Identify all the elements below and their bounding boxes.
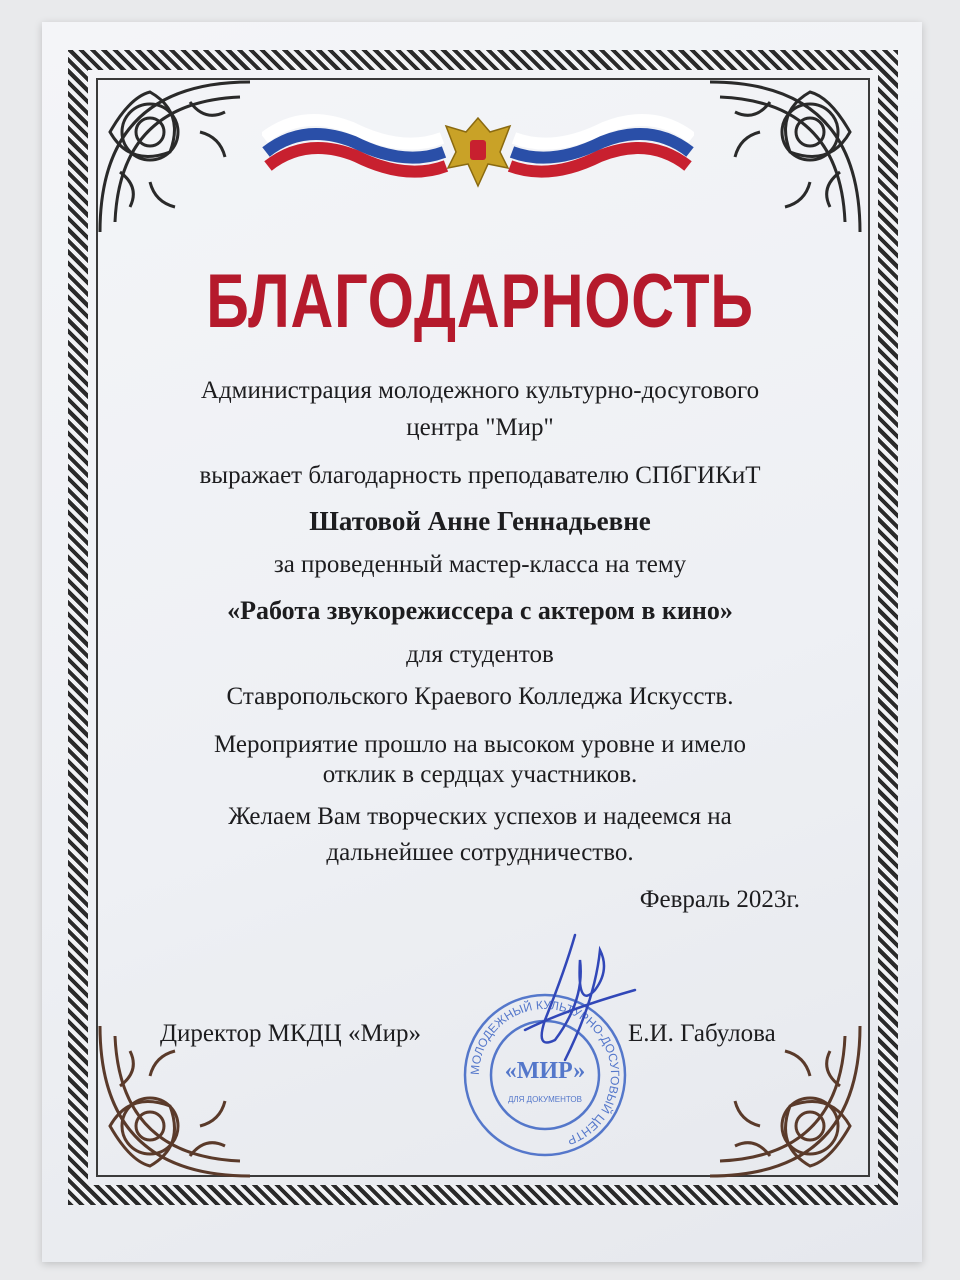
body-line-11: Желаем Вам творческих успехов и надеемся на: [228, 803, 732, 830]
certificate-title: БЛАГОДАРНОСТЬ: [206, 259, 754, 344]
body-line-2: центра "Мир": [406, 414, 554, 441]
recipient-name: Шатовой Анне Геннадьевне: [309, 506, 651, 536]
body-line-10: отклик в сердцах участников.: [322, 761, 638, 788]
stamp-ring-text: МОЛОДЕЖНЫЙ КУЛЬТУРНО-ДОСУГОВЫЙ ЦЕНТР: [467, 997, 623, 1148]
stamp-sub-text: ДЛЯ ДОКУМЕНТОВ: [507, 1095, 583, 1104]
body-line-3: выражает благодарность преподавателю СПбГИКиТ: [199, 462, 761, 489]
body-line-12: дальнейшее сотрудничество.: [326, 839, 634, 866]
corner-ornament-top-left: [90, 72, 260, 242]
body-line-8: Ставропольского Краевого Колледжа Искусств.: [226, 683, 734, 710]
body-line-7: для студентов: [406, 641, 554, 668]
masterclass-topic: «Работа звукорежиссера с актером в кино»: [227, 596, 733, 625]
signer-name: Е.И. Габулова: [628, 1020, 776, 1047]
coat-of-arms-icon: [446, 118, 510, 186]
body-line-1: Администрация молодежного культурно-досугового: [200, 377, 760, 404]
handwritten-signature: [505, 930, 645, 1080]
corner-ornament-top-right: [700, 72, 870, 242]
body-line-5: за проведенный мастер-класса на тему: [273, 551, 687, 578]
issue-date: Февраль 2023г.: [639, 886, 800, 913]
stamp-center-text: «МИР»: [504, 1058, 586, 1084]
body-line-9: Мероприятие прошло на высоком уровне и имело: [213, 731, 747, 758]
flag-ribbon-emblem: [262, 108, 694, 192]
signer-position: Директор МКДЦ «Мир»: [160, 1020, 422, 1047]
